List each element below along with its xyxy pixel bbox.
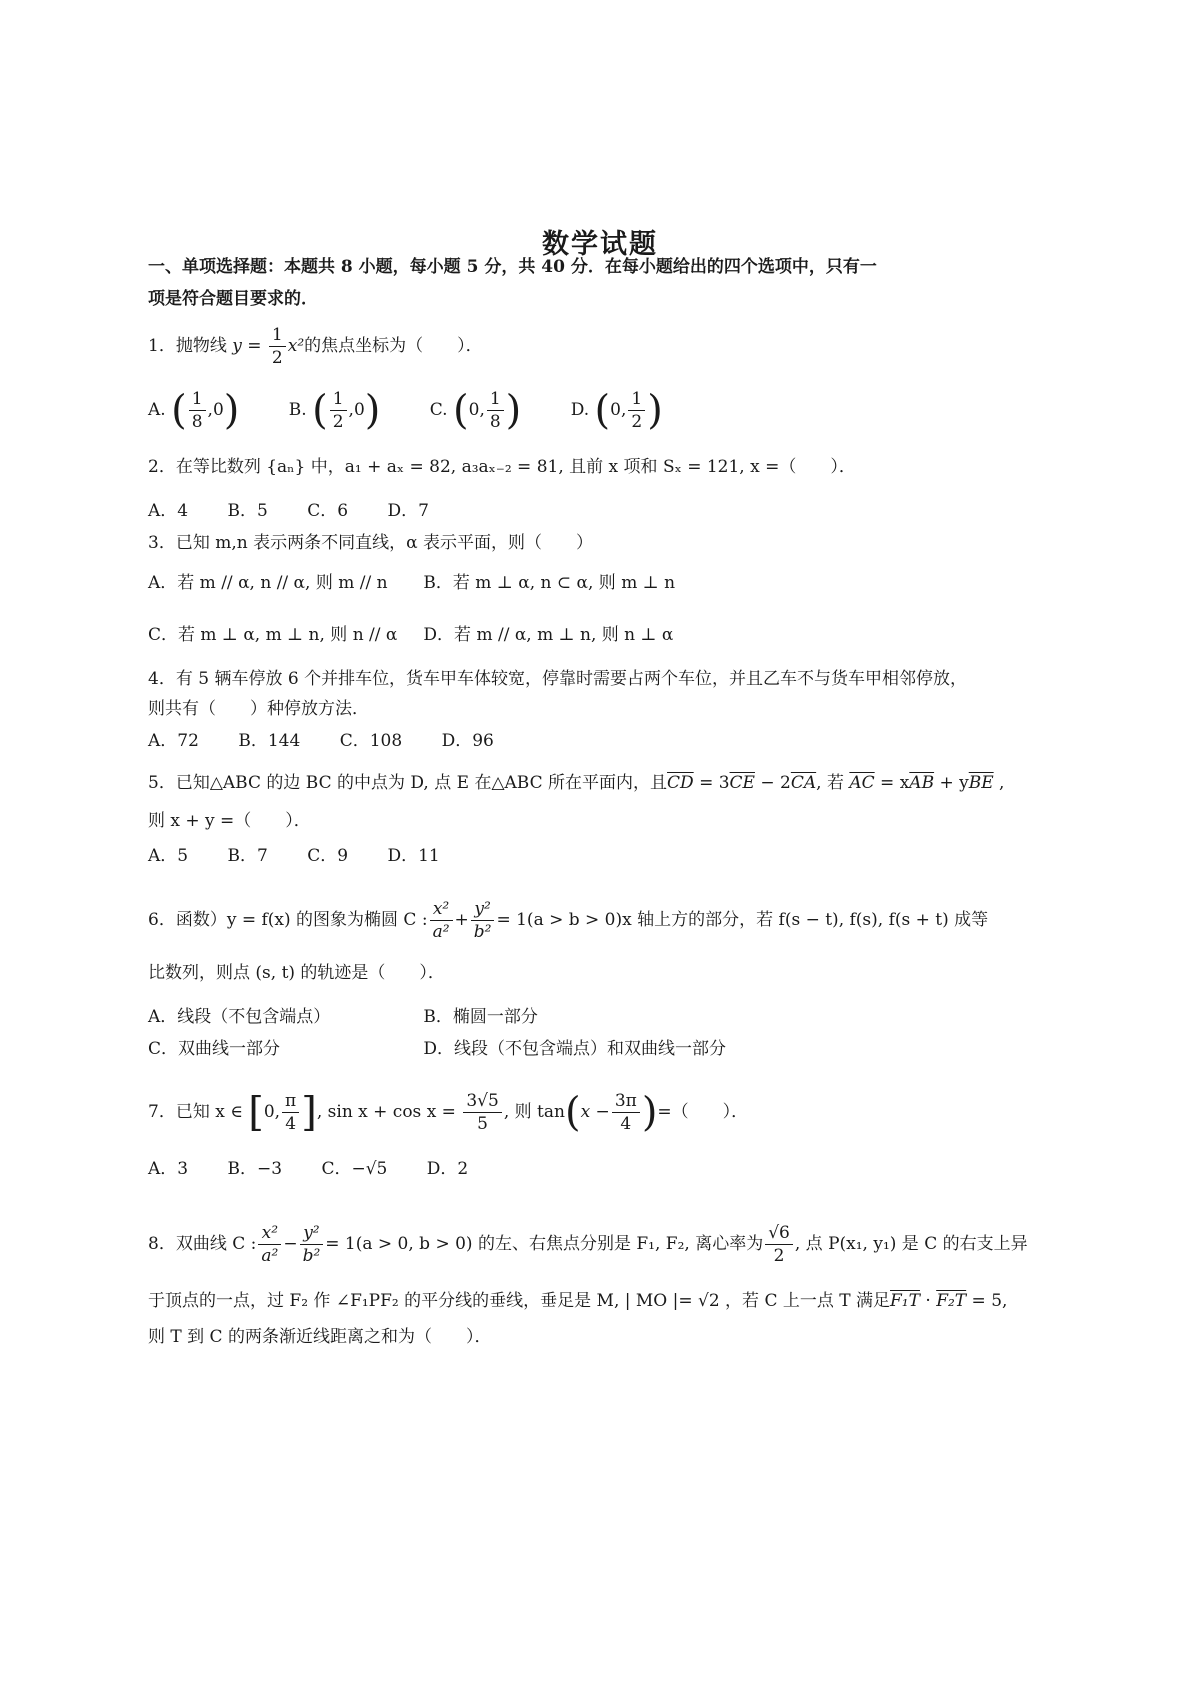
question-3-options-row1 (148, 572, 693, 594)
question-5-line2: 则 x + y =（ ）． (148, 811, 311, 831)
option-b[interactable]: B．若 m ⊥ α, n ⊂ α, 则 m ⊥ n (423, 573, 676, 593)
question-5: 5．已知△ABC 的边 BC 的中点为 D, 点 E 在△ABC 所在平面内，且$\overline{CD} = 3\overline{CE} - 2\overline{CA}$, 若 $\overline{AC} = x\overline{AB} + y\overline{BE}$ , (148, 773, 1005, 793)
question-3-options-row2 (148, 624, 693, 646)
question-5-options (148, 845, 474, 867)
question-4-options (148, 730, 528, 752)
section-heading-line1: 一、单项选择题：本题共 8 小题，每小题 5 分，共 40 分．在每小题给出的四个选项中，只有一 (148, 257, 877, 277)
option-d[interactable]: D．2 (426, 1159, 469, 1179)
option-c[interactable]: C．9 (307, 846, 349, 866)
option-c[interactable]: C．6 (307, 501, 349, 521)
page-title: 数学试题 (542, 229, 658, 260)
option-a[interactable]: A. ( $\frac{1}{8}$ ,0) (148, 387, 240, 434)
question-1: 1．抛物线 y = $\frac{1}{2}$ x²的焦点坐标为（ ）． (148, 325, 483, 368)
option-c[interactable]: C．双曲线一部分 (148, 1039, 281, 1059)
option-b[interactable]: B．−3 (227, 1159, 283, 1179)
option-c[interactable]: C. (0, $\frac{1}{8}$ ) (429, 387, 522, 434)
question-8-line3: 则 T 到 C 的两条渐近线距离之和为（ ）． (148, 1327, 492, 1347)
question-4: 4．有 5 辆车停放 6 个并排车位，货车甲车体较宽，停靠时需要占两个车位，并且乙车不与货车甲相邻停放， (148, 669, 968, 689)
option-a[interactable]: A．5 (148, 846, 189, 866)
option-a[interactable]: A．3 (148, 1159, 189, 1179)
option-b[interactable]: B．7 (227, 846, 268, 866)
question-3: 3．已知 m,n 表示两条不同直线，α 表示平面，则（ ） (148, 533, 593, 553)
option-b[interactable]: B．5 (227, 501, 268, 521)
question-7-options (148, 1158, 502, 1180)
option-c[interactable]: C．若 m ⊥ α, m ⊥ n, 则 n // α (148, 625, 398, 645)
option-d[interactable]: D．11 (387, 846, 440, 866)
option-a[interactable]: A．72 (148, 731, 199, 751)
question-6-line2: 比数列，则点 (s, t) 的轨迹是（ ）． (148, 963, 445, 983)
option-d[interactable]: D．若 m // α, m ⊥ n, 则 n ⊥ α (423, 625, 674, 645)
question-7: 7．已知 x ∈ [0, $\frac{\pi}{4}$ ], sin x + cos x = $\frac{3√5}{5}$ , 则 tan(x − $\frac{3\pi}{4}$ )=（ ）． (148, 1089, 749, 1136)
option-b[interactable]: B. ( $\frac{1}{2}$ ,0) (288, 387, 381, 434)
question-1-options (148, 388, 707, 433)
question-6-options-row1 (148, 1006, 693, 1028)
option-a[interactable]: A．若 m // α, n // α, 则 m // n (148, 573, 388, 593)
option-b[interactable]: B．椭圆一部分 (423, 1007, 538, 1027)
question-8-line2: 于顶点的一点，过 F₂ 作 ∠F₁PF₂ 的平分线的垂线，垂足是 M, | MO |= √2 ，若 C 上一点 T 满足F₁T · F₂T = 5, (148, 1291, 1008, 1311)
option-d[interactable]: D. (0, $\frac{1}{2}$ ) (570, 387, 663, 434)
option-d[interactable]: D．7 (387, 501, 429, 521)
option-c[interactable]: C．−√5 (321, 1159, 388, 1179)
option-b[interactable]: B．144 (238, 731, 301, 751)
question-6: 6．函数）y = f(x) 的图象为椭圆 C : $\frac{\text{x²}}{\text{a²}}$ + $\frac{\text{y²}}{\text{b²}}$ = 1(a > b > 0)x 轴上方的部分，若 f(s − t), f(s), f(s + t) 成等 (148, 899, 989, 942)
option-d[interactable]: D．线段（不包含端点）和双曲线一部分 (423, 1039, 727, 1059)
question-2-options (148, 500, 463, 522)
question-4-line2: 则共有（ ）种停放方法． (148, 699, 369, 719)
question-2: 2．在等比数列 {aₙ} 中，a₁ + aₓ = 82, a₃aₓ₋₂ = 81, 且前 x 项和 Sₓ = 121, x =（ ）． (148, 457, 856, 477)
question-8: 8．双曲线 C : $\frac{\text{x²}}{\text{a²}}$ − $\frac{\text{y²}}{\text{b²}}$ = 1(a > 0, b > 0) 的左、右焦点分别是 F₁, F₂, 离心率为 $\frac{√6}{2}$ , 点 P(x₁, y₁) 是 C 的右支上异 (148, 1223, 1028, 1266)
question-6-options-row2 (148, 1038, 727, 1060)
option-a[interactable]: A．线段（不包含端点） (148, 1007, 331, 1027)
section-heading-line2: 项是符合题目要求的． (148, 289, 318, 309)
option-d[interactable]: D．96 (441, 731, 494, 751)
option-a[interactable]: A．4 (148, 501, 189, 521)
option-c[interactable]: C．108 (339, 731, 403, 751)
